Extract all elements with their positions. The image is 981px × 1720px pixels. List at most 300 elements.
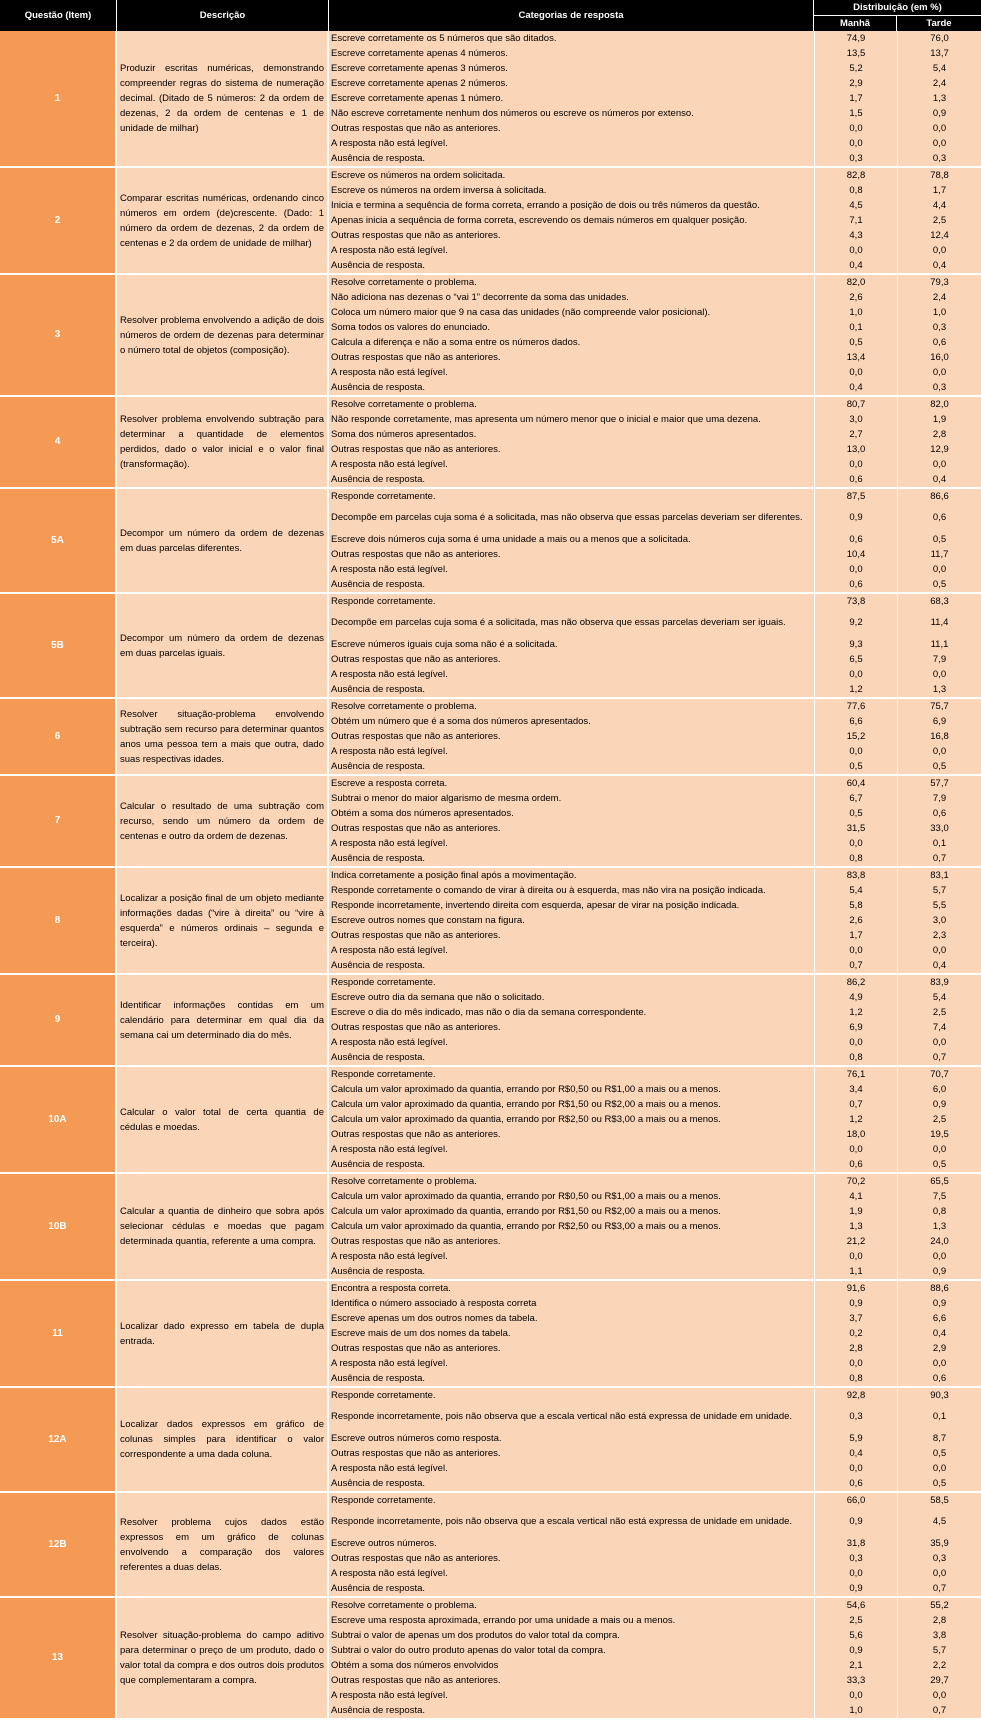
response-category: Calcula um valor aproximado da quantia, errando por R$1,50 ou R$2,00 a mais ou a menos. xyxy=(329,1097,814,1112)
table-row xyxy=(0,1598,981,1613)
response-category: A resposta não está legível. xyxy=(329,365,814,380)
morning-percent: 6,5 xyxy=(814,652,897,667)
morning-percent: 3,7 xyxy=(814,1311,897,1326)
morning-percent: 18,0 xyxy=(814,1127,897,1142)
afternoon-percent: 29,7 xyxy=(897,1673,981,1688)
afternoon-percent: 0,5 xyxy=(897,577,981,594)
morning-percent: 4,1 xyxy=(814,1189,897,1204)
morning-percent: 0,2 xyxy=(814,1326,897,1341)
response-category: Ausência de resposta. xyxy=(329,258,814,275)
morning-percent: 0,9 xyxy=(814,1296,897,1311)
table-row xyxy=(0,31,981,46)
afternoon-percent: 0,0 xyxy=(897,1461,981,1476)
question-description: Calcular o valor total de certa quantia de cédulas e moedas. xyxy=(117,1067,329,1174)
morning-percent: 87,5 xyxy=(814,489,897,504)
response-category: A resposta não está legível. xyxy=(329,1356,814,1371)
afternoon-percent: 4,4 xyxy=(897,198,981,213)
response-category: Encontra a resposta correta. xyxy=(329,1281,814,1296)
afternoon-percent: 79,3 xyxy=(897,275,981,290)
morning-percent: 0,6 xyxy=(814,1476,897,1493)
morning-percent: 0,6 xyxy=(814,577,897,594)
response-category: Outras respostas que não as anteriores. xyxy=(329,1234,814,1249)
morning-percent: 0,0 xyxy=(814,136,897,151)
response-category: Escreve mais de um dos nomes da tabela. xyxy=(329,1326,814,1341)
afternoon-percent: 0,5 xyxy=(897,759,981,776)
question-number: 8 xyxy=(0,868,117,975)
morning-percent: 1,3 xyxy=(814,1219,897,1234)
question-description: Resolver problema envolvendo a adição de dois números de ordem de dezenas para determinar o número total de objetos (composição). xyxy=(117,275,329,397)
morning-percent: 6,6 xyxy=(814,714,897,729)
morning-percent: 0,0 xyxy=(814,1249,897,1264)
morning-percent: 0,5 xyxy=(814,335,897,350)
header-morning: Manhã xyxy=(814,15,897,31)
afternoon-percent: 68,3 xyxy=(897,594,981,609)
afternoon-percent: 1,3 xyxy=(897,91,981,106)
morning-percent: 9,3 xyxy=(814,637,897,652)
afternoon-percent: 0,0 xyxy=(897,562,981,577)
morning-percent: 0,0 xyxy=(814,1688,897,1703)
afternoon-percent: 0,9 xyxy=(897,1097,981,1112)
morning-percent: 4,9 xyxy=(814,990,897,1005)
response-category: Outras respostas que não as anteriores. xyxy=(329,350,814,365)
afternoon-percent: 2,5 xyxy=(897,1005,981,1020)
response-category: Resolve corretamente o problema. xyxy=(329,397,814,412)
morning-percent: 0,4 xyxy=(814,1446,897,1461)
response-category: Responde incorretamente, invertendo direita com esquerda, apesar de virar na posição indicada. xyxy=(329,898,814,913)
afternoon-percent: 83,9 xyxy=(897,975,981,990)
response-category: Escreve outros números como resposta. xyxy=(329,1431,814,1446)
morning-percent: 1,9 xyxy=(814,1204,897,1219)
response-category: Obtém a soma dos números apresentados. xyxy=(329,806,814,821)
morning-percent: 5,2 xyxy=(814,61,897,76)
afternoon-percent: 2,9 xyxy=(897,1341,981,1356)
afternoon-percent: 0,9 xyxy=(897,1264,981,1281)
response-category: Subtrai o valor do outro produto apenas do valor total da compra. xyxy=(329,1643,814,1658)
table-row xyxy=(0,1493,981,1508)
afternoon-percent: 0,3 xyxy=(897,380,981,397)
question-number: 12A xyxy=(0,1388,117,1493)
afternoon-percent: 83,1 xyxy=(897,868,981,883)
morning-percent: 0,9 xyxy=(814,1643,897,1658)
morning-percent: 2,9 xyxy=(814,76,897,91)
question-description: Resolver situação-problema do campo aditivo para determinar o preço de um produto, dado o valor total da compra e dos outros dois produtos que complementaram a compra. xyxy=(117,1598,329,1720)
response-category: A resposta não está legível. xyxy=(329,943,814,958)
afternoon-percent: 0,4 xyxy=(897,472,981,489)
table-row xyxy=(0,699,981,714)
response-category: Ausência de resposta. xyxy=(329,1476,814,1493)
morning-percent: 0,5 xyxy=(814,806,897,821)
response-category: Calcula um valor aproximado da quantia, errando por R$2,50 ou R$3,00 a mais ou a menos. xyxy=(329,1112,814,1127)
response-category: Decompõe em parcelas cuja soma é a solicitada, mas não observa que essas parcelas deveriam ser iguais. xyxy=(329,609,814,637)
afternoon-percent: 86,6 xyxy=(897,489,981,504)
response-category: Identifica o número associado à resposta correta xyxy=(329,1296,814,1311)
response-category: Escreve o dia do mês indicado, mas não o dia da semana correspondente. xyxy=(329,1005,814,1020)
morning-percent: 5,8 xyxy=(814,898,897,913)
afternoon-percent: 2,4 xyxy=(897,76,981,91)
afternoon-percent: 76,0 xyxy=(897,31,981,46)
morning-percent: 6,9 xyxy=(814,1020,897,1035)
response-category: Escreve outro dia da semana que não o solicitado. xyxy=(329,990,814,1005)
table-row xyxy=(0,397,981,412)
response-category: A resposta não está legível. xyxy=(329,562,814,577)
response-category: Ausência de resposta. xyxy=(329,1157,814,1174)
question-number: 5B xyxy=(0,594,117,699)
question-description: Comparar escritas numéricas, ordenando cinco números em ordem (de)crescente. (Dado: 1 número da ordem de dezenas, 2 da ordem de centenas e 2 da ordem de unidade de milhar) xyxy=(117,168,329,275)
morning-percent: 0,5 xyxy=(814,759,897,776)
afternoon-percent: 0,3 xyxy=(897,1551,981,1566)
response-category: Ausência de resposta. xyxy=(329,682,814,699)
question-number: 4 xyxy=(0,397,117,489)
morning-percent: 33,3 xyxy=(814,1673,897,1688)
morning-percent: 0,0 xyxy=(814,1461,897,1476)
question-number: 3 xyxy=(0,275,117,397)
morning-percent: 82,0 xyxy=(814,275,897,290)
afternoon-percent: 19,5 xyxy=(897,1127,981,1142)
afternoon-percent: 2,5 xyxy=(897,1112,981,1127)
table-row xyxy=(0,489,981,504)
response-category: Escreve corretamente os 5 números que são ditados. xyxy=(329,31,814,46)
afternoon-percent: 1,3 xyxy=(897,1219,981,1234)
morning-percent: 1,7 xyxy=(814,928,897,943)
morning-percent: 5,4 xyxy=(814,883,897,898)
afternoon-percent: 0,7 xyxy=(897,1581,981,1598)
question-number: 6 xyxy=(0,699,117,776)
response-category: Ausência de resposta. xyxy=(329,759,814,776)
response-category: Responde corretamente. xyxy=(329,489,814,504)
afternoon-percent: 0,0 xyxy=(897,1142,981,1157)
afternoon-percent: 0,7 xyxy=(897,1050,981,1067)
response-category: A resposta não está legível. xyxy=(329,667,814,682)
response-category: Responde corretamente. xyxy=(329,1067,814,1082)
response-category: Subtrai o valor de apenas um dos produtos do valor total da compra. xyxy=(329,1628,814,1643)
afternoon-percent: 65,5 xyxy=(897,1174,981,1189)
afternoon-percent: 12,9 xyxy=(897,442,981,457)
morning-percent: 15,2 xyxy=(814,729,897,744)
table-body xyxy=(0,31,981,1720)
afternoon-percent: 0,1 xyxy=(897,836,981,851)
response-category: Outras respostas que não as anteriores. xyxy=(329,1446,814,1461)
table-row xyxy=(0,168,981,183)
morning-percent: 1,5 xyxy=(814,106,897,121)
afternoon-percent: 16,0 xyxy=(897,350,981,365)
afternoon-percent: 6,0 xyxy=(897,1082,981,1097)
morning-percent: 0,3 xyxy=(814,1551,897,1566)
table-row xyxy=(0,275,981,290)
response-category: Não responde corretamente, mas apresenta um número menor que o inicial e maior que uma dezena. xyxy=(329,412,814,427)
response-category: Soma todos os valores do enunciado. xyxy=(329,320,814,335)
afternoon-percent: 0,0 xyxy=(897,667,981,682)
morning-percent: 0,0 xyxy=(814,457,897,472)
morning-percent: 9,2 xyxy=(814,609,897,637)
response-category: Outras respostas que não as anteriores. xyxy=(329,821,814,836)
response-category: A resposta não está legível. xyxy=(329,836,814,851)
morning-percent: 0,7 xyxy=(814,1097,897,1112)
afternoon-percent: 3,8 xyxy=(897,1628,981,1643)
morning-percent: 13,0 xyxy=(814,442,897,457)
afternoon-percent: 0,5 xyxy=(897,1446,981,1461)
question-number: 10B xyxy=(0,1174,117,1281)
response-category: Outras respostas que não as anteriores. xyxy=(329,1020,814,1035)
response-category: Ausência de resposta. xyxy=(329,577,814,594)
afternoon-percent: 0,0 xyxy=(897,457,981,472)
morning-percent: 60,4 xyxy=(814,776,897,791)
response-category: Outras respostas que não as anteriores. xyxy=(329,1127,814,1142)
table-header xyxy=(0,0,981,31)
afternoon-percent: 33,0 xyxy=(897,821,981,836)
response-category: Responde incorretamente, pois não observa que a escala vertical não está expressa de unidade em unidade. xyxy=(329,1508,814,1536)
morning-percent: 0,1 xyxy=(814,320,897,335)
response-category: Resolve corretamente o problema. xyxy=(329,699,814,714)
afternoon-percent: 88,6 xyxy=(897,1281,981,1296)
response-category: Obtém a soma dos números envolvidos xyxy=(329,1658,814,1673)
afternoon-percent: 0,0 xyxy=(897,744,981,759)
response-category: Ausência de resposta. xyxy=(329,958,814,975)
afternoon-percent: 2,5 xyxy=(897,213,981,228)
morning-percent: 0,4 xyxy=(814,258,897,275)
afternoon-percent: 0,8 xyxy=(897,1204,981,1219)
header-afternoon: Tarde xyxy=(897,15,981,31)
morning-percent: 0,8 xyxy=(814,183,897,198)
question-number: 11 xyxy=(0,1281,117,1388)
afternoon-percent: 75,7 xyxy=(897,699,981,714)
response-category: Calcula um valor aproximado da quantia, errando por R$0,50 ou R$1,00 a mais ou a menos. xyxy=(329,1189,814,1204)
morning-percent: 82,8 xyxy=(814,168,897,183)
morning-percent: 74,9 xyxy=(814,31,897,46)
question-description: Produzir escritas numéricas, demonstrando compreender regras do sistema de numeração decimal. (Ditado de 5 números: 2 da ordem de dezenas, 2 da ordem de centenas e 1 de unidade de milhar) xyxy=(117,31,329,168)
morning-percent: 1,2 xyxy=(814,1005,897,1020)
response-category: Resolve corretamente o problema. xyxy=(329,1174,814,1189)
question-description: Resolver problema cujos dados estão expressos em um gráfico de colunas envolvendo a comparação dos valores referentes a duas delas. xyxy=(117,1493,329,1598)
response-category: Ausência de resposta. xyxy=(329,1264,814,1281)
question-number: 9 xyxy=(0,975,117,1067)
response-category: Escreve números iguais cuja soma não é a solicitada. xyxy=(329,637,814,652)
afternoon-percent: 0,7 xyxy=(897,1703,981,1720)
afternoon-percent: 2,3 xyxy=(897,928,981,943)
afternoon-percent: 0,7 xyxy=(897,851,981,868)
header-categories: Categorias de resposta xyxy=(329,0,814,31)
response-category: Responde corretamente. xyxy=(329,1493,814,1508)
afternoon-percent: 0,4 xyxy=(897,1326,981,1341)
afternoon-percent: 5,5 xyxy=(897,898,981,913)
afternoon-percent: 0,1 xyxy=(897,1403,981,1431)
afternoon-percent: 11,1 xyxy=(897,637,981,652)
response-category: Escreve os números na ordem inversa à solicitada. xyxy=(329,183,814,198)
response-category: Ausência de resposta. xyxy=(329,1703,814,1720)
table-row xyxy=(0,1281,981,1296)
morning-percent: 77,6 xyxy=(814,699,897,714)
afternoon-percent: 0,5 xyxy=(897,1476,981,1493)
morning-percent: 0,0 xyxy=(814,667,897,682)
response-category: Outras respostas que não as anteriores. xyxy=(329,442,814,457)
question-number: 7 xyxy=(0,776,117,868)
table-row xyxy=(0,1174,981,1189)
morning-percent: 0,0 xyxy=(814,943,897,958)
morning-percent: 54,6 xyxy=(814,1598,897,1613)
morning-percent: 0,7 xyxy=(814,958,897,975)
afternoon-percent: 70,7 xyxy=(897,1067,981,1082)
afternoon-percent: 0,0 xyxy=(897,1688,981,1703)
response-category: Escreve corretamente apenas 2 números. xyxy=(329,76,814,91)
response-category: Outras respostas que não as anteriores. xyxy=(329,1673,814,1688)
afternoon-percent: 0,3 xyxy=(897,320,981,335)
response-category: Responde incorretamente, pois não observa que a escala vertical não está expressa de unidade em unidade. xyxy=(329,1403,814,1431)
response-category: A resposta não está legível. xyxy=(329,1035,814,1050)
morning-percent: 0,6 xyxy=(814,1157,897,1174)
response-category: Resolve corretamente o problema. xyxy=(329,275,814,290)
afternoon-percent: 7,9 xyxy=(897,791,981,806)
morning-percent: 3,0 xyxy=(814,412,897,427)
response-category: A resposta não está legível. xyxy=(329,1566,814,1581)
afternoon-percent: 57,7 xyxy=(897,776,981,791)
afternoon-percent: 5,4 xyxy=(897,990,981,1005)
morning-percent: 0,0 xyxy=(814,365,897,380)
afternoon-percent: 0,4 xyxy=(897,958,981,975)
header-description: Descrição xyxy=(117,0,329,31)
afternoon-percent: 0,0 xyxy=(897,365,981,380)
morning-percent: 2,7 xyxy=(814,427,897,442)
response-category: Escreve outros números. xyxy=(329,1536,814,1551)
response-category: Responde corretamente. xyxy=(329,594,814,609)
morning-percent: 0,3 xyxy=(814,151,897,168)
morning-percent: 0,0 xyxy=(814,121,897,136)
afternoon-percent: 0,0 xyxy=(897,1356,981,1371)
afternoon-percent: 13,7 xyxy=(897,46,981,61)
morning-percent: 0,0 xyxy=(814,1035,897,1050)
response-category: A resposta não está legível. xyxy=(329,243,814,258)
afternoon-percent: 0,0 xyxy=(897,136,981,151)
response-category: Soma dos números apresentados. xyxy=(329,427,814,442)
response-category: A resposta não está legível. xyxy=(329,744,814,759)
afternoon-percent: 0,6 xyxy=(897,504,981,532)
afternoon-percent: 0,0 xyxy=(897,121,981,136)
response-category: Ausência de resposta. xyxy=(329,851,814,868)
response-category: Outras respostas que não as anteriores. xyxy=(329,928,814,943)
response-category: Inicia e termina a sequência de forma correta, errando a posição de dois ou três números da questão. xyxy=(329,198,814,213)
morning-percent: 0,8 xyxy=(814,1371,897,1388)
question-description: Calcular a quantia de dinheiro que sobra após selecionar cédulas e moedas que pagam determinada quantia, referente a uma compra. xyxy=(117,1174,329,1281)
afternoon-percent: 2,8 xyxy=(897,1613,981,1628)
morning-percent: 4,3 xyxy=(814,228,897,243)
morning-percent: 1,0 xyxy=(814,305,897,320)
afternoon-percent: 0,6 xyxy=(897,806,981,821)
response-category: Decompõe em parcelas cuja soma é a solicitada, mas não observa que essas parcelas deveriam ser diferentes. xyxy=(329,504,814,532)
afternoon-percent: 0,0 xyxy=(897,1249,981,1264)
afternoon-percent: 1,7 xyxy=(897,183,981,198)
morning-percent: 31,8 xyxy=(814,1536,897,1551)
morning-percent: 1,1 xyxy=(814,1264,897,1281)
question-description: Localizar a posição final de um objeto mediante informações dadas (“vire à direita” ou “vire à esquerda” e números ordinais – segunda e terceira). xyxy=(117,868,329,975)
table-row xyxy=(0,1388,981,1403)
afternoon-percent: 6,9 xyxy=(897,714,981,729)
question-description: Identificar informações contidas em um calendário para determinar em qual dia da semana cai um determinado dia do mês. xyxy=(117,975,329,1067)
morning-percent: 86,2 xyxy=(814,975,897,990)
afternoon-percent: 0,6 xyxy=(897,1371,981,1388)
morning-percent: 5,6 xyxy=(814,1628,897,1643)
afternoon-percent: 78,8 xyxy=(897,168,981,183)
afternoon-percent: 24,0 xyxy=(897,1234,981,1249)
morning-percent: 13,4 xyxy=(814,350,897,365)
header-distribution: Distribuição (em %) xyxy=(814,0,981,15)
morning-percent: 21,2 xyxy=(814,1234,897,1249)
afternoon-percent: 58,5 xyxy=(897,1493,981,1508)
afternoon-percent: 55,2 xyxy=(897,1598,981,1613)
morning-percent: 0,9 xyxy=(814,1581,897,1598)
response-category: A resposta não está legível. xyxy=(329,1461,814,1476)
afternoon-percent: 16,8 xyxy=(897,729,981,744)
afternoon-percent: 0,0 xyxy=(897,943,981,958)
table-row xyxy=(0,594,981,609)
afternoon-percent: 0,9 xyxy=(897,106,981,121)
morning-percent: 1,0 xyxy=(814,1703,897,1720)
morning-percent: 0,0 xyxy=(814,1142,897,1157)
response-category: A resposta não está legível. xyxy=(329,136,814,151)
afternoon-percent: 0,6 xyxy=(897,335,981,350)
response-category: Ausência de resposta. xyxy=(329,1371,814,1388)
morning-percent: 2,8 xyxy=(814,1341,897,1356)
response-category: Outras respostas que não as anteriores. xyxy=(329,228,814,243)
response-category: Escreve uma resposta aproximada, errando por uma unidade a mais ou a menos. xyxy=(329,1613,814,1628)
response-category: Ausência de resposta. xyxy=(329,380,814,397)
afternoon-percent: 90,3 xyxy=(897,1388,981,1403)
response-category: Outras respostas que não as anteriores. xyxy=(329,121,814,136)
morning-percent: 0,9 xyxy=(814,1508,897,1536)
morning-percent: 0,9 xyxy=(814,504,897,532)
response-category: Calcula um valor aproximado da quantia, errando por R$1,50 ou R$2,00 a mais ou a menos. xyxy=(329,1204,814,1219)
afternoon-percent: 11,7 xyxy=(897,547,981,562)
response-category: Escreve corretamente apenas 1 número. xyxy=(329,91,814,106)
response-category: Indica corretamente a posição final após a movimentação. xyxy=(329,868,814,883)
table-row xyxy=(0,975,981,990)
morning-percent: 4,5 xyxy=(814,198,897,213)
afternoon-percent: 4,5 xyxy=(897,1508,981,1536)
morning-percent: 0,0 xyxy=(814,1566,897,1581)
question-description: Resolver situação-problema envolvendo subtração sem recurso para determinar quantos anos uma pessoa tem a mais que outra, dado suas respectivas idades. xyxy=(117,699,329,776)
morning-percent: 0,0 xyxy=(814,243,897,258)
response-category: Não adiciona nas dezenas o “vai 1” decorrente da soma das unidades. xyxy=(329,290,814,305)
morning-percent: 2,5 xyxy=(814,1613,897,1628)
response-category: Escreve outros nomes que constam na figura. xyxy=(329,913,814,928)
afternoon-percent: 7,9 xyxy=(897,652,981,667)
afternoon-percent: 2,8 xyxy=(897,427,981,442)
response-category: Escreve apenas um dos outros nomes da tabela. xyxy=(329,1311,814,1326)
morning-percent: 13,5 xyxy=(814,46,897,61)
afternoon-percent: 1,3 xyxy=(897,682,981,699)
morning-percent: 0,8 xyxy=(814,851,897,868)
response-category: Ausência de resposta. xyxy=(329,1581,814,1598)
morning-percent: 0,0 xyxy=(814,1356,897,1371)
morning-percent: 0,3 xyxy=(814,1403,897,1431)
afternoon-percent: 7,5 xyxy=(897,1189,981,1204)
afternoon-percent: 0,4 xyxy=(897,258,981,275)
afternoon-percent: 1,0 xyxy=(897,305,981,320)
response-category: Não escreve corretamente nenhum dos números ou escreve os números por extenso. xyxy=(329,106,814,121)
morning-percent: 1,2 xyxy=(814,682,897,699)
afternoon-percent: 2,2 xyxy=(897,1658,981,1673)
morning-percent: 5,9 xyxy=(814,1431,897,1446)
morning-percent: 0,0 xyxy=(814,562,897,577)
afternoon-percent: 7,4 xyxy=(897,1020,981,1035)
response-category: Calcula um valor aproximado da quantia, errando por R$2,50 ou R$3,00 a mais ou a menos. xyxy=(329,1219,814,1234)
response-category: Outras respostas que não as anteriores. xyxy=(329,1551,814,1566)
question-description: Localizar dados expressos em gráfico de colunas simples para identificar o valor correspondente a uma dada coluna. xyxy=(117,1388,329,1493)
afternoon-percent: 12,4 xyxy=(897,228,981,243)
question-number: 1 xyxy=(0,31,117,168)
afternoon-percent: 1,9 xyxy=(897,412,981,427)
afternoon-percent: 0,0 xyxy=(897,1566,981,1581)
morning-percent: 76,1 xyxy=(814,1067,897,1082)
morning-percent: 83,8 xyxy=(814,868,897,883)
response-category: A resposta não está legível. xyxy=(329,1249,814,1264)
